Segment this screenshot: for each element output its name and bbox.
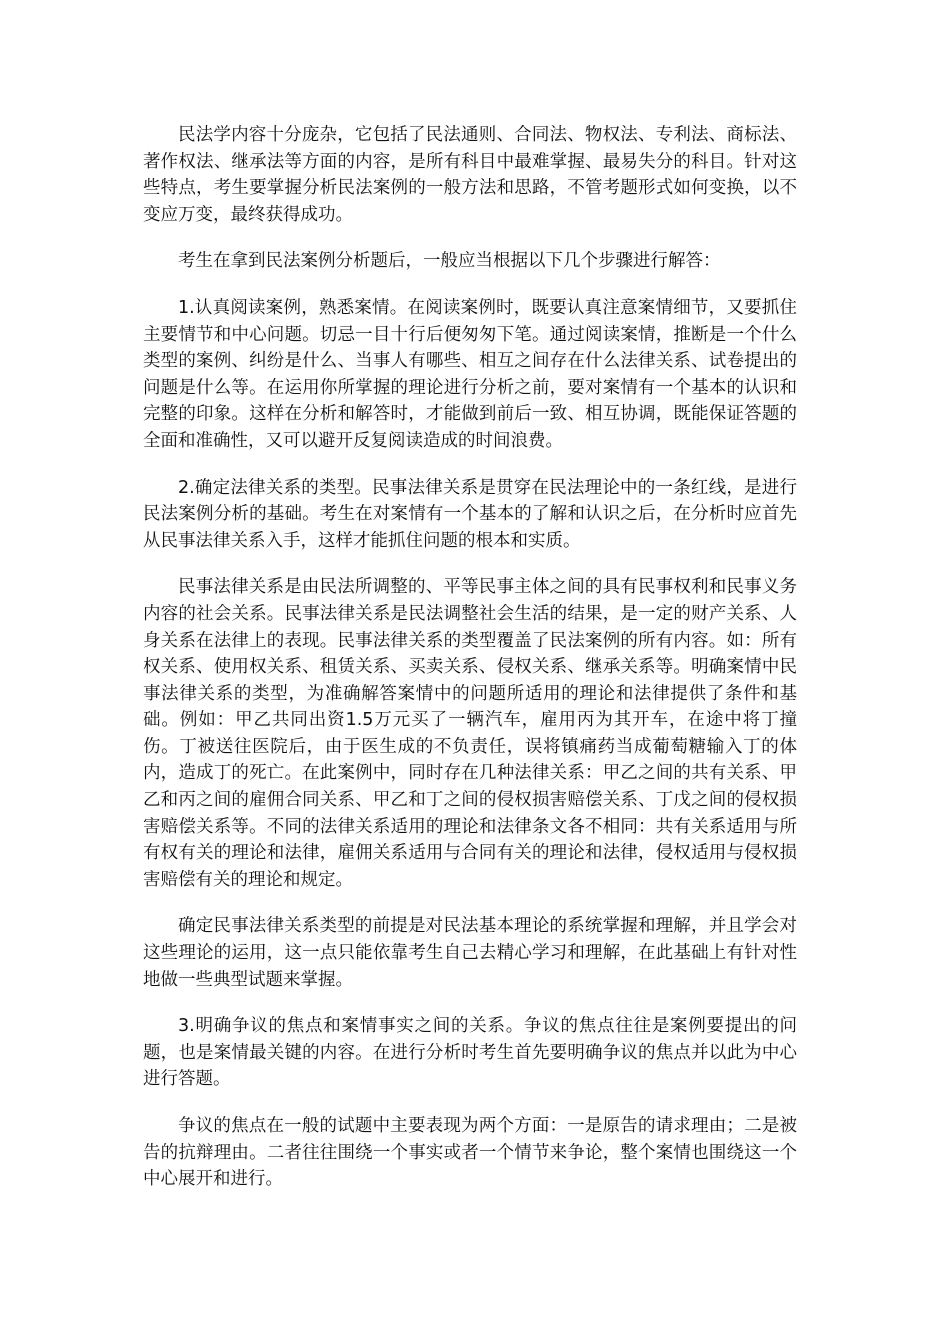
paragraph-step-2: 2.确定法律关系的类型。民事法律关系是贯穿在民法理论中的一条红线，是进行民法案例分析的基础。考生在对案情有一个基本的了解和认识之后，在分析时应首先从民事法律关系入手，这样才能抓住问题的根本和实质。 bbox=[143, 477, 797, 551]
paragraph-steps-lead: 考生在拿到民法案例分析题后，一般应当根据以下几个步骤进行解答： bbox=[178, 251, 721, 272]
paragraph-intro: 民法学内容十分庞杂，它包括了民法通则、合同法、物权法、专利法、商标法、著作权法、继承法等方面的内容，是所有科目中最难掌握、最易失分的科目。针对这些特点，考生要掌握分析民法案例的一般方法和思路，不管考题形式如何变换，以不变应万变，最终获得成功。 bbox=[143, 125, 797, 225]
paragraph-step-3: 3.明确争议的焦点和案情事实之间的关系。争议的焦点往往是案例要提出的问题，也是案情最关键的内容。在进行分析时考生首先要明确争议的焦点并以此为中心进行答题。 bbox=[143, 1016, 797, 1090]
paragraph-premise: 确定民事法律关系类型的前提是对民法基本理论的系统掌握和理解，并且学会对这些理论的运用，这一点只能依靠考生自己去精心学习和理解，在此基础上有针对性地做一些典型试题来掌握。 bbox=[143, 916, 797, 990]
paragraph-legal-relations: 民事法律关系是由民法所调整的、平等民事主体之间的具有民事权利和民事义务内容的社会关系。民事法律关系是民法调整社会生活的结果，是一定的财产关系、人身关系在法律上的表现。民事法律关系的类型覆盖了民法案例的所有内容。如：所有权关系、使用权关系、租赁关系、买卖关系、侵权关系、继承关系等。明确案情中民事法律关系的类型，为准确解答案情中的问题所适用的理论和法律提供了条件和基础。例如：甲乙共同出资1.5万元买了一辆汽车，雇用丙为其开车，在途中将丁撞伤。丁被送往医院后，由于医生成的不负责任，误将镇痛药当成葡萄糖输入丁的体内，造成丁的死亡。在此案例中，同时存在几种法律关系：甲乙之间的共有关系、甲乙和丙之间的雇佣合同关系、甲乙和丁之间的侵权损害赔偿关系、丁戊之间的侵权损害赔偿关系等。不同的法律关系适用的理论和法律条文各不相同：共有关系适用与所有权有关的理论和法律，雇佣关系适用与合同有关的理论和法律，侵权适用与侵权损害赔偿有关的理论和规定。 bbox=[143, 577, 797, 890]
document-body bbox=[143, 122, 797, 1213]
paragraph-step-1: 1.认真阅读案例，熟悉案情。在阅读案例时，既要认真注意案情细节，又要抓住主要情节和中心问题。切忌一目十行后便匆匆下笔。通过阅读案情，推断是一个什么类型的案例、纠纷是什么、当事人有哪些、相互之间存在什么法律关系、试卷提出的问题是什么等。在运用你所掌握的理论进行分析之前，要对案情有一个基本的认识和完整的印象。这样在分析和解答时，才能做到前后一致、相互协调，既能保证答题的全面和准确性，又可以避开反复阅读造成的时间浪费。 bbox=[143, 297, 797, 451]
paragraph-dispute-focus: 争议的焦点在一般的试题中主要表现为两个方面：一是原告的请求理由；二是被告的抗辩理由。二者往往围绕一个事实或者一个情节来争论，整个案情也围绕这一个中心展开和进行。 bbox=[143, 1116, 797, 1190]
